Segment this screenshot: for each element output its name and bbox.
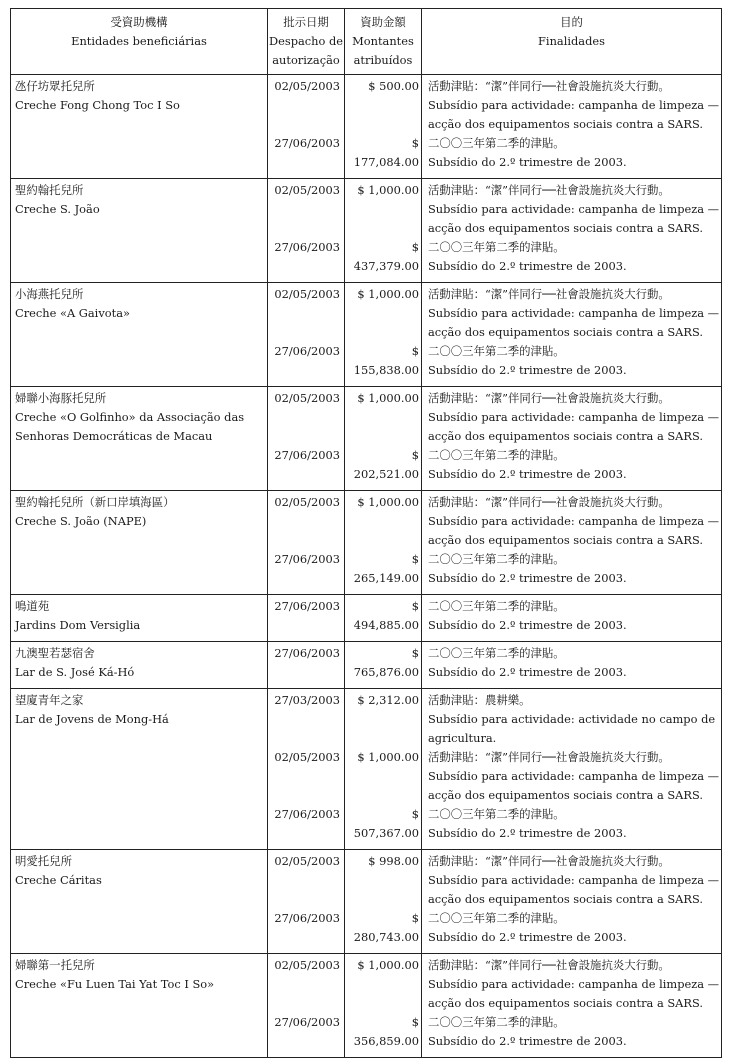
- amount-cell: [345, 642, 422, 689]
- grant-date: 02/05/2003: [274, 495, 340, 509]
- grant-purpose: [422, 909, 721, 947]
- entity-name-pt: Creche «O Golfinho» da Associação das: [15, 410, 245, 424]
- entity-name-zh: 婦聯小海豚托兒所: [15, 391, 107, 405]
- header-date: [268, 9, 345, 75]
- header-entity-pt: Entidades beneficiárias: [71, 34, 207, 48]
- purpose-cell: [422, 387, 722, 491]
- purpose-line: Subsídio do 2.º trimestre de 2003.: [428, 1034, 627, 1048]
- date-cell: [268, 491, 345, 595]
- entity-name-zh: 明愛托兒所: [15, 854, 72, 868]
- purpose-line: 二〇〇三年第二季的津貼。: [428, 552, 565, 566]
- header-purpose-zh: 目的: [560, 15, 583, 29]
- entity-name-pt: Senhoras Democráticas de Macau: [15, 429, 213, 443]
- purpose-line: 活動津貼：“潔”伴同行──社會設施抗炎大行動。: [428, 495, 670, 509]
- table-row: [11, 954, 722, 1058]
- purpose-line: acção dos equipamentos sociais contra a SARS.: [428, 221, 703, 235]
- grant-date: 02/05/2003: [274, 79, 340, 93]
- grant-date: 27/06/2003: [274, 599, 340, 613]
- grant-purpose: [422, 852, 721, 909]
- header-date-zh: 批示日期: [283, 15, 329, 29]
- header-purpose: [422, 9, 722, 75]
- entity-name-pt: Lar de Jovens de Mong-Há: [15, 712, 169, 726]
- date-cell: [268, 179, 345, 283]
- purpose-line: 活動津貼：“潔”伴同行──社會設施抗炎大行動。: [428, 750, 670, 764]
- purpose-line: acção dos equipamentos sociais contra a SARS.: [428, 117, 703, 131]
- entity-name-zh: 望廈青年之家: [15, 693, 84, 707]
- grant-amount: $ 437,379.00: [353, 240, 419, 273]
- grant-date: 02/05/2003: [274, 287, 340, 301]
- grant-date: 02/05/2003: [274, 183, 340, 197]
- date-cell: [268, 850, 345, 954]
- purpose-line: 二〇〇三年第二季的津貼。: [428, 599, 565, 613]
- grant-purpose: [422, 805, 721, 843]
- table-row: [11, 491, 722, 595]
- amount-cell: [345, 595, 422, 642]
- purpose-line: acção dos equipamentos sociais contra a SARS.: [428, 533, 703, 547]
- grant-date: 02/05/2003: [274, 750, 340, 764]
- purpose-cell: [422, 491, 722, 595]
- purpose-line: Subsídio do 2.º trimestre de 2003.: [428, 930, 627, 944]
- entity-cell: [11, 491, 268, 595]
- purpose-cell: [422, 954, 722, 1058]
- grant-purpose: [422, 644, 721, 682]
- grant-amount: $ 500.00: [368, 79, 419, 93]
- header-date-pt1: Despacho de: [268, 34, 344, 48]
- entity-cell: [11, 954, 268, 1058]
- date-cell: [268, 595, 345, 642]
- purpose-line: Subsídio para actividade: campanha de limpeza —: [428, 98, 720, 112]
- purpose-cell: [422, 179, 722, 283]
- entity-cell: [11, 75, 268, 179]
- purpose-line: Subsídio do 2.º trimestre de 2003.: [428, 155, 627, 169]
- grant-date: 02/05/2003: [274, 391, 340, 405]
- table-row: [11, 179, 722, 283]
- date-cell: [268, 689, 345, 850]
- grant-date: 27/06/2003: [274, 807, 340, 821]
- grant-purpose: [422, 77, 721, 134]
- purpose-line: Subsídio do 2.º trimestre de 2003.: [428, 826, 627, 840]
- entity-name-zh: 氹仔坊眾托兒所: [15, 79, 95, 93]
- grant-amount: $ 1,000.00: [357, 495, 419, 509]
- grant-amount: $ 2,312.00: [357, 693, 419, 707]
- entity-name-pt: Creche «A Gaivota»: [15, 306, 130, 320]
- grant-amount: $ 1,000.00: [357, 287, 419, 301]
- purpose-line: Subsídio para actividade: campanha de limpeza —: [428, 514, 720, 528]
- date-cell: [268, 954, 345, 1058]
- entity-name-zh: 婦聯第一托兒所: [15, 958, 95, 972]
- grant-amount: $ 155,838.00: [353, 344, 419, 377]
- purpose-line: 活動津貼：“潔”伴同行──社會設施抗炎大行動。: [428, 287, 670, 301]
- grant-amount: $ 1,000.00: [357, 750, 419, 764]
- grant-purpose: [422, 389, 721, 446]
- purpose-line: Subsídio do 2.º trimestre de 2003.: [428, 571, 627, 585]
- purpose-line: Subsídio do 2.º trimestre de 2003.: [428, 618, 627, 632]
- entity-name-pt: Creche Fong Chong Toc I So: [15, 98, 180, 112]
- grant-purpose: [422, 181, 721, 238]
- grant-date: 27/06/2003: [274, 646, 340, 660]
- grant-purpose: [422, 238, 721, 276]
- entity-name-zh: 九澳聖若瑟宿舍: [15, 646, 95, 660]
- purpose-line: 二〇〇三年第二季的津貼。: [428, 240, 565, 254]
- amount-cell: [345, 387, 422, 491]
- purpose-line: 活動津貼：農耕樂。: [428, 693, 531, 707]
- grant-date: 27/06/2003: [274, 1015, 340, 1029]
- grant-purpose: [422, 550, 721, 588]
- entity-cell: [11, 387, 268, 491]
- date-cell: [268, 642, 345, 689]
- header-entity: [11, 9, 268, 75]
- grant-purpose: [422, 446, 721, 484]
- purpose-line: Subsídio para actividade: campanha de limpeza —: [428, 410, 720, 424]
- table-row: [11, 283, 722, 387]
- purpose-line: Subsídio para actividade: campanha de limpeza —: [428, 873, 720, 887]
- purpose-cell: [422, 642, 722, 689]
- amount-cell: [345, 850, 422, 954]
- header-amount-pt2: atribuídos: [353, 53, 413, 67]
- entity-name-zh: 聖約翰托兒所（新口岸填海區）: [15, 495, 175, 509]
- grant-amount: $ 280,743.00: [353, 911, 419, 944]
- table-row: [11, 387, 722, 491]
- purpose-cell: [422, 75, 722, 179]
- entity-name-pt: Creche Cáritas: [15, 873, 102, 887]
- table-row: [11, 75, 722, 179]
- grants-document: [10, 8, 721, 1058]
- grant-date: 02/05/2003: [274, 854, 340, 868]
- table-row: [11, 595, 722, 642]
- purpose-line: 活動津貼：“潔”伴同行──社會設施抗炎大行動。: [428, 391, 670, 405]
- grant-amount: $ 265,149.00: [353, 552, 419, 585]
- grant-amount: $ 507,367.00: [353, 807, 419, 840]
- purpose-line: acção dos equipamentos sociais contra a SARS.: [428, 325, 703, 339]
- purpose-line: 二〇〇三年第二季的津貼。: [428, 807, 565, 821]
- purpose-line: 二〇〇三年第二季的津貼。: [428, 911, 565, 925]
- date-cell: [268, 283, 345, 387]
- purpose-line: Subsídio para actividade: campanha de limpeza —: [428, 306, 720, 320]
- purpose-line: 二〇〇三年第二季的津貼。: [428, 646, 565, 660]
- purpose-line: 二〇〇三年第二季的津貼。: [428, 344, 565, 358]
- grant-amount: $ 494,885.00: [353, 599, 419, 632]
- grant-purpose: [422, 1013, 721, 1051]
- grant-amount: $ 202,521.00: [353, 448, 419, 481]
- purpose-line: 二〇〇三年第二季的津貼。: [428, 1015, 565, 1029]
- purpose-cell: [422, 283, 722, 387]
- amount-cell: [345, 75, 422, 179]
- purpose-line: Subsídio do 2.º trimestre de 2003.: [428, 665, 627, 679]
- purpose-line: 活動津貼：“潔”伴同行──社會設施抗炎大行動。: [428, 79, 670, 93]
- grant-amount: $ 765,876.00: [353, 646, 419, 679]
- entity-cell: [11, 689, 268, 850]
- amount-cell: [345, 689, 422, 850]
- grant-purpose: [422, 691, 721, 748]
- purpose-line: Subsídio para actividade: campanha de limpeza —: [428, 769, 720, 783]
- table-header-row: [11, 9, 722, 75]
- purpose-cell: [422, 850, 722, 954]
- header-amount-zh: 資助金額: [360, 15, 406, 29]
- grant-purpose: [422, 493, 721, 550]
- purpose-line: 活動津貼：“潔”伴同行──社會設施抗炎大行動。: [428, 958, 670, 972]
- purpose-line: Subsídio para actividade: actividade no campo de: [428, 712, 716, 726]
- header-date-pt2: autorização: [272, 53, 340, 67]
- purpose-line: 活動津貼：“潔”伴同行──社會設施抗炎大行動。: [428, 854, 670, 868]
- entity-name-pt: Jardins Dom Versiglia: [15, 618, 141, 632]
- entity-cell: [11, 283, 268, 387]
- grant-date: 27/06/2003: [274, 552, 340, 566]
- purpose-line: 二〇〇三年第二季的津貼。: [428, 448, 565, 462]
- entity-name-zh: 聖約翰托兒所: [15, 183, 84, 197]
- purpose-line: Subsídio para actividade: campanha de limpeza —: [428, 977, 720, 991]
- purpose-line: acção dos equipamentos sociais contra a SARS.: [428, 892, 703, 906]
- date-cell: [268, 75, 345, 179]
- grant-date: 02/05/2003: [274, 958, 340, 972]
- grant-amount: $ 356,859.00: [353, 1015, 419, 1048]
- purpose-line: acção dos equipamentos sociais contra a SARS.: [428, 996, 703, 1010]
- purpose-line: Subsídio do 2.º trimestre de 2003.: [428, 363, 627, 377]
- entity-name-pt: Creche «Fu Luen Tai Yat Toc I So»: [15, 977, 215, 991]
- grant-purpose: [422, 134, 721, 172]
- table-row: [11, 689, 722, 850]
- table-body: [11, 75, 722, 1058]
- grant-purpose: [422, 748, 721, 805]
- purpose-line: agricultura.: [428, 731, 497, 745]
- purpose-line: 二〇〇三年第二季的津貼。: [428, 136, 565, 150]
- purpose-line: Subsídio para actividade: campanha de limpeza —: [428, 202, 720, 216]
- grant-amount: $ 1,000.00: [357, 391, 419, 405]
- purpose-line: Subsídio do 2.º trimestre de 2003.: [428, 467, 627, 481]
- purpose-line: acção dos equipamentos sociais contra a SARS.: [428, 788, 703, 802]
- table-row: [11, 850, 722, 954]
- grant-purpose: [422, 597, 721, 635]
- header-amount-pt1: Montantes: [352, 34, 414, 48]
- amount-cell: [345, 179, 422, 283]
- entity-cell: [11, 642, 268, 689]
- entity-cell: [11, 850, 268, 954]
- entity-name-pt: Creche S. João: [15, 202, 100, 216]
- grant-amount: $ 1,000.00: [357, 958, 419, 972]
- amount-cell: [345, 954, 422, 1058]
- grant-amount: $ 1,000.00: [357, 183, 419, 197]
- grant-amount: $ 177,084.00: [353, 136, 419, 169]
- header-amount: [345, 9, 422, 75]
- grant-date: 27/06/2003: [274, 136, 340, 150]
- amount-cell: [345, 491, 422, 595]
- date-cell: [268, 387, 345, 491]
- grant-date: 27/06/2003: [274, 344, 340, 358]
- entity-name-pt: Creche S. João (NAPE): [15, 514, 147, 528]
- amount-cell: [345, 283, 422, 387]
- entity-cell: [11, 595, 268, 642]
- table-row: [11, 642, 722, 689]
- entity-name-zh: 小海燕托兒所: [15, 287, 84, 301]
- purpose-line: 活動津貼：“潔”伴同行──社會設施抗炎大行動。: [428, 183, 670, 197]
- grants-table: [10, 8, 722, 1058]
- entity-name-pt: Lar de S. José Ká-Hó: [15, 665, 135, 679]
- grant-date: 27/06/2003: [274, 448, 340, 462]
- header-entity-zh: 受資助機構: [110, 15, 168, 29]
- entity-name-zh: 鳴道苑: [15, 599, 50, 613]
- purpose-line: acção dos equipamentos sociais contra a SARS.: [428, 429, 703, 443]
- header-purpose-pt: Finalidades: [538, 34, 605, 48]
- grant-purpose: [422, 956, 721, 1013]
- purpose-line: Subsídio do 2.º trimestre de 2003.: [428, 259, 627, 273]
- grant-date: 27/03/2003: [274, 693, 340, 707]
- grant-amount: $ 998.00: [368, 854, 419, 868]
- purpose-cell: [422, 689, 722, 850]
- grant-purpose: [422, 342, 721, 380]
- grant-date: 27/06/2003: [274, 240, 340, 254]
- grant-purpose: [422, 285, 721, 342]
- purpose-cell: [422, 595, 722, 642]
- grant-date: 27/06/2003: [274, 911, 340, 925]
- entity-cell: [11, 179, 268, 283]
